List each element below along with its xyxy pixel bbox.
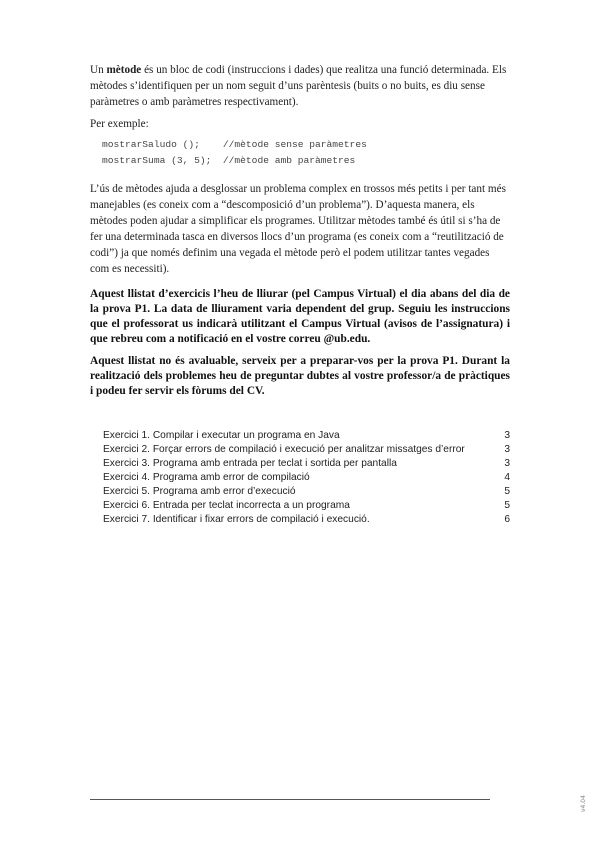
code-line: mostrarSuma (3, 5); //mètode amb paràmetres bbox=[102, 155, 356, 166]
evaluation-notice: Aquest llistat no és avaluable, serveix per a preparar-vos per la prova P1. Durant la realització dels problemes heu de preguntar dubtes al vostre professor/a de pràctiques i podeu fer servir els fòrums del CV. bbox=[90, 355, 510, 397]
toc-entry-page: 5 bbox=[504, 500, 510, 511]
code-example bbox=[102, 137, 510, 169]
toc-entry-4[interactable] bbox=[103, 471, 510, 485]
footer-divider bbox=[90, 799, 490, 800]
toc-entry-label[interactable]: Exercici 2. Forçar errors de compilació i execució per analitzar missatges d’error bbox=[103, 444, 465, 455]
toc-entry-page: 6 bbox=[504, 514, 510, 525]
document-page bbox=[90, 62, 510, 527]
explanation-paragraph: L’ús de mètodes ajuda a desglossar un problema complex en trossos més petits i per tant més manejables (es coneix com a “descomposició d’un problema”). D’aquesta manera, els mètodes poden ajudar a simplificar els programes. Utilitzar mètodes també és útil si s’ha de fer una determinada tasca en diversos llocs d’un programa (es coneix com a “reutilització de codi”) ja que només definim una vegada el mètode però el podem utilitzar tantes vegades com es necessiti). bbox=[90, 183, 506, 275]
toc-entry-label[interactable]: Exercici 3. Programa amb entrada per teclat i sortida per pantalla bbox=[103, 458, 397, 469]
delivery-notice: Aquest llistat d’exercicis l’heu de lliurar (pel Campus Virtual) el dia abans del dia de la prova P1. La data de lliurament varia dependent del grup. Seguiu les instruccions que el professorat us indicarà utilitzant el Campus Virtual (avisos de l’assignatura) i que rebreu com a notificació en el vostre correu @ub.edu. bbox=[90, 288, 510, 345]
toc-entry-3[interactable] bbox=[103, 457, 510, 471]
intro-paragraph bbox=[90, 62, 510, 110]
toc-entry-5[interactable] bbox=[103, 485, 510, 499]
toc-entry-2[interactable] bbox=[103, 443, 510, 457]
table-of-contents bbox=[103, 429, 510, 527]
toc-entry-6[interactable] bbox=[103, 499, 510, 513]
code-line: mostrarSaludo (); //mètode sense paràmetres bbox=[102, 139, 367, 150]
intro-rest: és un bloc de codi (instruccions i dades) que realitza una funció determinada. Els mètodes s’identifiquen per un nom seguit d’uns parèntesis (buits o no buits, es diu sense paràmetres o amb paràmetres respectivament). bbox=[90, 64, 507, 108]
toc-entry-page: 3 bbox=[504, 430, 510, 441]
toc-entry-label[interactable]: Exercici 6. Entrada per teclat incorrecta a un programa bbox=[103, 500, 350, 511]
toc-entry-label[interactable]: Exercici 7. Identificar i fixar errors de compilació i execució. bbox=[103, 514, 370, 525]
toc-entry-label[interactable]: Exercici 4. Programa amb error de compilació bbox=[103, 472, 310, 483]
toc-entry-7[interactable] bbox=[103, 513, 510, 527]
intro-term: mètode bbox=[106, 64, 142, 76]
toc-entry-page: 3 bbox=[504, 458, 510, 469]
toc-entry-page: 4 bbox=[504, 472, 510, 483]
toc-entry-page: 5 bbox=[504, 486, 510, 497]
toc-entry-1[interactable] bbox=[103, 429, 510, 443]
intro-prefix: Un bbox=[90, 64, 107, 76]
example-label: Per exemple: bbox=[90, 118, 149, 130]
toc-entry-page: 3 bbox=[504, 444, 510, 455]
toc-entry-label[interactable]: Exercici 1. Compilar i executar un programa en Java bbox=[103, 430, 340, 441]
toc-entry-label[interactable]: Exercici 5. Programa amb error d’execució bbox=[103, 486, 296, 497]
version-mark: v4.04 bbox=[580, 795, 587, 812]
